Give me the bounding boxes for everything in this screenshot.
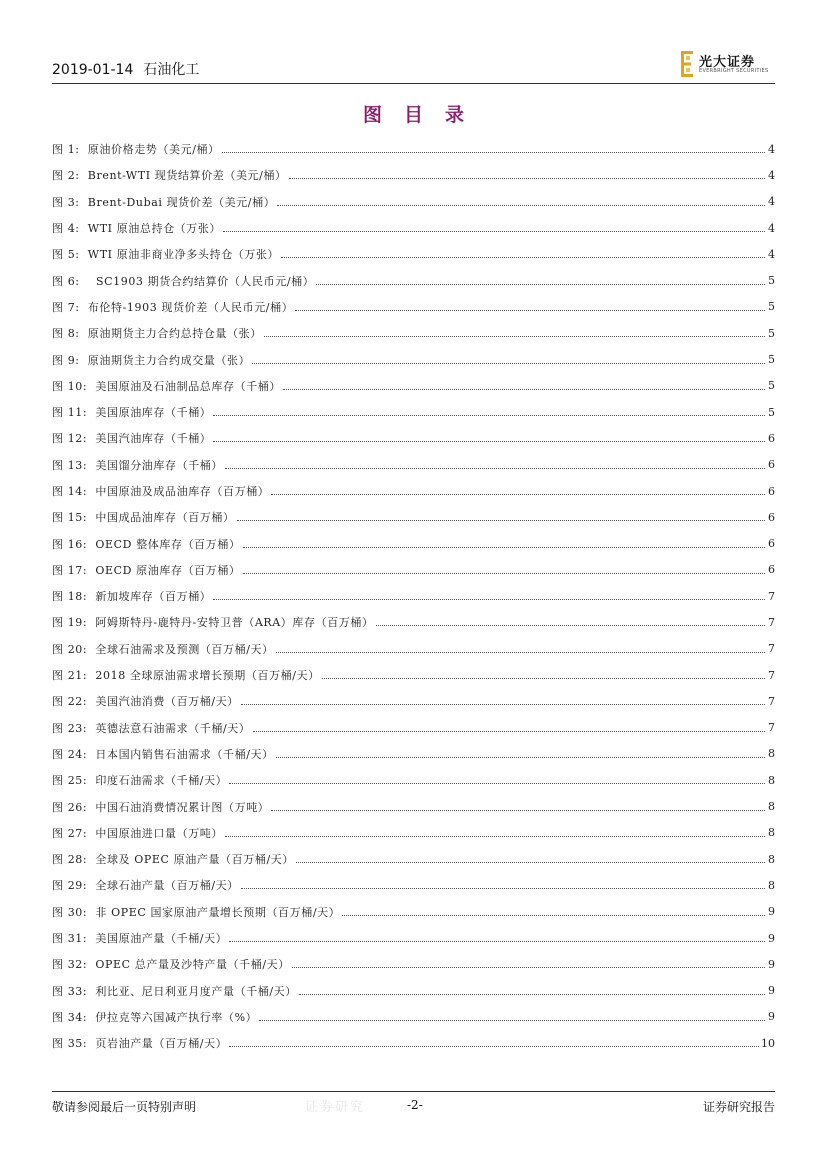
page-footer [52,1091,775,1124]
toc-entry[interactable] [52,557,775,583]
toc-entry-label: 图 29: 全球石油产量（百万桶/天） [52,879,239,893]
page-header [52,55,775,84]
toc-dot-leader [222,151,765,153]
toc-entry-page: 5 [768,274,775,288]
toc-entry[interactable] [52,978,775,1004]
toc-dot-leader [252,362,765,364]
toc-entry-page: 6 [768,510,775,524]
toc-entry[interactable] [52,609,775,635]
toc-entry[interactable] [52,136,775,162]
report-date: 2019-01-14 [52,62,134,78]
toc-entry-label: 图 33: 利比亚、尼日利亚月度产量（千桶/天） [52,984,297,998]
logo-text-en: EVERBRIGHT SECURITIES [699,68,769,74]
toc-entry-page: 5 [768,300,775,314]
toc-entry-page: 9 [768,931,775,945]
toc-entry-label: 图 28: 全球及 OPEC 原油产量（百万桶/天） [52,853,294,867]
toc-entry[interactable] [52,1004,775,1030]
toc-entry-label: 图 5: WTI 原油非商业净多头持仓（万张） [52,248,280,262]
toc-entry-label: 图 7: 布伦特-1903 现货价差（人民币元/桶） [52,300,294,314]
toc-entry[interactable] [52,715,775,741]
toc-dot-leader [316,283,765,285]
toc-entry-label: 图 9: 原油期货主力合约成交量（张） [52,353,251,367]
toc-entry-label: 图 35: 页岩油产量（百万桶/天） [52,1037,228,1051]
toc-entry-label: 图 11: 美国原油库存（千桶） [52,406,212,420]
toc-entry-page: 5 [768,326,775,340]
toc-entry[interactable] [52,662,775,688]
report-type: 证券研究报告 [702,1100,775,1114]
toc-dot-leader [225,835,765,837]
toc-entry-page: 5 [768,379,775,393]
toc-entry[interactable] [52,741,775,767]
toc-entry[interactable] [52,504,775,530]
disclaimer-note: 敬请参阅最后一页特别声明 [52,1100,197,1114]
toc-dot-leader [243,546,765,548]
header-meta [52,59,199,79]
toc-entry[interactable] [52,267,775,293]
toc-dot-leader [292,966,765,968]
toc-entry-label: 图 22: 美国汽油消费（百万桶/天） [52,695,239,709]
toc-dot-leader [299,993,765,995]
toc-entry[interactable] [52,820,775,846]
toc-entry-label: 图 23: 英德法意石油需求（千桶/天） [52,721,251,735]
toc-dot-leader [243,572,765,574]
toc-dot-leader [225,467,765,469]
toc-entry[interactable] [52,478,775,504]
toc-dot-leader [283,388,765,390]
toc-entry-page: 7 [768,615,775,629]
toc-entry-page: 8 [768,826,775,840]
toc-entry[interactable] [52,925,775,951]
toc-dot-leader [296,861,765,863]
toc-dot-leader [259,1019,765,1021]
toc-dot-leader [213,598,765,600]
toc-entry[interactable] [52,241,775,267]
toc-entry-page: 9 [768,984,775,998]
toc-entry-label: 图 17: OECD 原油库存（百万桶） [52,563,241,577]
toc-entry-label: 图 4: WTI 原油总持仓（万张） [52,222,222,236]
toc-entry[interactable] [52,793,775,819]
watermark-text: 证券研究 [305,1100,366,1115]
toc-entry-label: 图 14: 中国原油及成品油库存（百万桶） [52,485,270,498]
toc-entry[interactable] [52,452,775,478]
toc-entry-page: 8 [768,747,775,761]
toc-dot-leader [342,914,765,916]
toc-entry-page: 4 [768,221,775,235]
toc-entry[interactable] [52,951,775,977]
toc-entry[interactable] [52,530,775,556]
toc-entry[interactable] [52,636,775,662]
toc-entry[interactable] [52,425,775,451]
toc-entry-page: 6 [768,537,775,551]
toc-entry[interactable] [52,1030,775,1056]
toc-entry-label: 图 32: OPEC 总产量及沙特产量（千桶/天） [52,958,290,972]
toc-entry-page: 8 [768,852,775,866]
toc-entry[interactable] [52,767,775,793]
toc-entry-label: 图 8: 原油期货主力合约总持仓量（张） [52,327,262,341]
toc-entry[interactable] [52,373,775,399]
toc-dot-leader [277,204,765,206]
toc-entry-label: 图 15: 中国成品油库存（百万桶） [52,511,235,525]
report-sector: 石油化工 [143,62,200,78]
toc-dot-leader [213,414,765,416]
toc-entry-page: 6 [768,563,775,577]
toc-entry-label: 图 12: 美国汽油库存（千桶） [52,432,212,446]
toc-entry-label: 图 21: 2018 全球原油需求增长预期（百万桶/天） [52,669,320,683]
toc-entry[interactable] [52,872,775,898]
toc-dot-leader [264,335,765,337]
figure-list [52,136,775,1056]
toc-dot-leader [295,309,765,311]
everbright-logo [681,51,773,79]
toc-entry-page: 7 [768,721,775,735]
toc-entry-page: 4 [768,142,775,156]
toc-entry-label: 图 31: 美国原油产量（千桶/天） [52,932,228,946]
toc-entry[interactable] [52,189,775,215]
toc-entry-page: 7 [768,668,775,682]
toc-entry[interactable] [52,583,775,609]
toc-entry-page: 9 [768,957,775,971]
toc-dot-leader [253,730,766,732]
toc-entry-label: 图 19: 阿姆斯特丹-鹿特丹-安特卫普（ARA）库存（百万桶） [52,616,374,630]
toc-entry-page: 4 [768,168,775,182]
toc-dot-leader [229,1045,759,1047]
toc-entry[interactable] [52,688,775,714]
toc-entry-page: 7 [768,642,775,656]
toc-dot-leader [281,256,765,258]
toc-entry-label: 图 25: 印度石油需求（千桶/天） [52,774,228,788]
toc-entry-label: 图 3: Brent-Dubai 现货价差（美元/桶） [52,195,276,209]
toc-entry-label: 图 30: 非 OPEC 国家原油产量增长预期（百万桶/天） [52,905,341,919]
toc-dot-leader [237,519,765,521]
toc-dot-leader [229,940,765,942]
toc-entry-page: 5 [768,405,775,419]
toc-entry-page: 4 [768,247,775,261]
figure-list-title: 图目录 [362,104,486,126]
toc-entry-label: 图 10: 美国原油及石油制品总库存（千桶） [52,379,281,393]
toc-entry-label: 图 18: 新加坡库存（百万桶） [52,590,212,604]
toc-dot-leader [213,440,765,442]
toc-entry-label: 图 1: 原油价格走势（美元/桶） [52,143,220,157]
toc-entry-page: 5 [768,353,775,367]
toc-dot-leader [271,809,765,811]
toc-entry[interactable] [52,294,775,320]
toc-entry-label: 图 16: OECD 整体库存（百万桶） [52,537,241,551]
toc-dot-leader [241,703,765,705]
toc-entry-page: 6 [768,431,775,445]
toc-dot-leader [322,677,765,679]
toc-entry-label: 图 26: 中国石油消费情况累计图（万吨） [52,800,270,814]
toc-entry[interactable] [52,320,775,346]
toc-dot-leader [276,651,765,653]
toc-entry[interactable] [52,899,775,925]
toc-entry[interactable] [52,162,775,188]
page-number: -2- [407,1098,423,1112]
toc-dot-leader [223,230,765,232]
toc-dot-leader [376,624,765,626]
toc-entry-label: 图 34: 伊拉克等六国减产执行率（%） [52,1010,258,1024]
toc-entry-page: 9 [768,905,775,919]
toc-entry-page: 7 [768,694,775,708]
toc-entry-page: 8 [768,878,775,892]
toc-entry-label: 图 2: Brent-WTI 现货结算价差（美元/桶） [52,169,287,183]
toc-dot-leader [241,887,765,889]
toc-entry[interactable] [52,346,775,372]
toc-entry-page: 9 [768,1010,775,1024]
toc-entry-label: 图 27: 中国原油进口量（万吨） [52,826,223,840]
toc-dot-leader [276,756,765,758]
toc-entry-page: 7 [768,589,775,603]
toc-entry-page: 4 [768,195,775,209]
toc-entry-page: 10 [761,1036,775,1050]
toc-entry-page: 8 [768,800,775,814]
toc-entry-label: 图 20: 全球石油需求及预测（百万桶/天） [52,642,274,656]
toc-entry-page: 8 [768,773,775,787]
toc-entry-label: 图 13: 美国馏分油库存（千桶） [52,458,223,472]
toc-entry[interactable] [52,215,775,241]
toc-dot-leader [289,177,765,179]
toc-entry[interactable] [52,846,775,872]
toc-dot-leader [229,782,765,784]
logo-text-cn: 光大证券 [699,55,756,70]
toc-dot-leader [271,493,765,495]
toc-entry-page: 6 [768,484,775,498]
toc-entry-page: 6 [768,458,775,472]
toc-entry-label: 图 24: 日本国内销售石油需求（千桶/天） [52,747,274,761]
logo-mark-icon [681,51,695,77]
toc-entry[interactable] [52,399,775,425]
toc-entry-label: 图 6: SC1903 期货合约结算价（人民币元/桶） [52,274,315,288]
